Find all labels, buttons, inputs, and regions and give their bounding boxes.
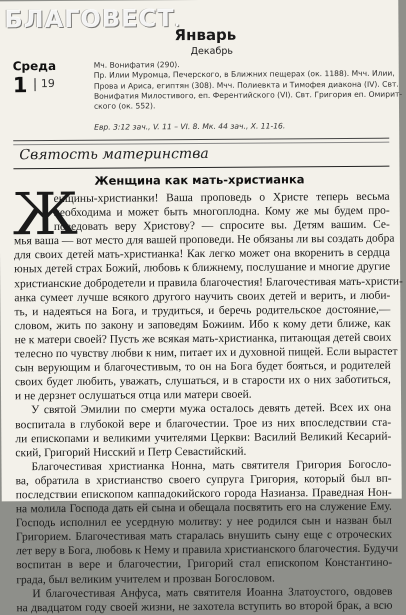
body-text-line: анка сумеет лучше всякого другого научить своих детей и верить, и люби- — [14, 289, 391, 304]
body-text-line: енщины-христианки! Ваша проповедь о Христе теперь весьма — [53, 190, 390, 206]
drop-cap-letter: Ж — [12, 179, 79, 249]
body-text-line: на двадцатом году своей жизни, не захотела вступить во второй брак, а всю — [16, 599, 393, 615]
body-text-line: воспитала в глубокой вере и благочестии. Трое из них впоследствии ста- — [15, 416, 392, 431]
section-heading: Святость материнства — [19, 145, 209, 164]
body-text-line: юных детей страх Божий, любовь к ближнему, послушание и многие другие — [14, 261, 391, 276]
weekday-label: Среда — [12, 59, 57, 74]
body-text-line: И благочестивая Анфуса, мать святителя Иоанна Златоустого, овдовев — [32, 585, 393, 600]
body-text-line: ть, и надеяться на Бога, и трудиться, и беречь родительское достояние,— — [14, 303, 391, 319]
body-text-line: ли епископами и великими учителями Церкви: Василий Великий Кесарий- — [15, 430, 392, 445]
body-text-line: лет веру в Бога, любовь к Нему и правила христианского благочестия. Будучи — [16, 542, 399, 558]
body-text-line: Благочестивая христианка Нонна, мать святителя Григория Богосло- — [31, 458, 392, 473]
article-title: Женщина как мать-христианка — [94, 172, 305, 188]
body-text-line: Григорием. Благочестивая мать старалась внушить сыну еще с отроческих — [15, 528, 393, 544]
body-text-line: ский, Григорий Нисский и Петр Севастийский. — [15, 445, 247, 459]
body-text-line: Господь исполнил ее усердную молитву: у нее родился сын и назван был — [15, 514, 392, 530]
saints-line: Прова и Ариса, египтян (308). Мчч. Полиевкта и Тимофея диакона (IV). Свт. — [93, 79, 399, 91]
body-text-line: своих будет любить, уважать, слушаться, и в старости их о них заботиться, — [14, 373, 391, 389]
body-text-line: града, был великим учителем и прозван Богословом. — [16, 572, 275, 586]
body-text-line: не к матери своей? Пусть же всякая мать-христианка, питающая детей своих — [14, 331, 392, 347]
body-text-line: для своих детей мать-христианка! Как легко может она вкоренить в сердца — [13, 247, 391, 262]
saints-line: Мч. Вонифатия (290). — [93, 60, 180, 70]
saints-commemoration — [93, 59, 403, 113]
body-text-line: и не дерзнет ослушаться отца или матери своей. — [14, 388, 252, 403]
article-body — [13, 190, 403, 615]
saints-line: Вонифатия Милостивого, еп. Ферентийского (VI). Свт. Григория еп. Омирит- — [93, 89, 403, 101]
body-text-line: сын верующим и благочестивым, то он на Бога будет бояться, и родителей — [14, 359, 391, 375]
old-style-day-number: 19 — [40, 77, 55, 91]
ornament-divider — [13, 138, 389, 146]
day-separator: | — [32, 77, 38, 93]
body-text-line: ва, обратила в христианство своего супруга Григория, который был вп- — [15, 472, 392, 488]
body-text-line: необходима и может быть многоплодна. Кому же мы будем про- — [53, 204, 390, 220]
body-text-line: христианские добродетели и правила благочестия! Благочестивая мать-христи- — [14, 275, 403, 290]
body-text-line: мья ваша — вот место для вашей проповеди. Не обязаны ли вы создать добра — [13, 232, 395, 248]
month-title: Январь — [174, 25, 237, 45]
body-text-line: воспитан в вере и благочестии, Григорий стал епископом Константино- — [16, 557, 393, 572]
body-text-line: телесно по чувству любви к ним, питает их и духовной пищей. Если вырастет — [14, 345, 398, 361]
body-text-line: на молила Господа дать ей сына и обещала посвятить его на служение Ему. — [15, 500, 392, 516]
saints-line: ского (ок. 552). — [93, 101, 156, 111]
watermark-logo: БЛАГОВЕСТ. — [4, 4, 180, 34]
old-style-month: Декабрь — [190, 45, 233, 58]
body-text-line: последствии епископом каппадокийского города Назианза. Праведная Нон- — [15, 486, 392, 502]
body-text-line: словом, жить по закону и заповедям Божиим. Ибо к кому дети ближе, как — [14, 317, 391, 333]
body-text-line: поведовать веру Христову? — спросите вы. Детям вашим. Се- — [53, 218, 390, 234]
day-number: 1 — [12, 73, 28, 98]
scripture-readings: Евр. 3:12 зач., V. 11 – VI. 8. Мк. 44 зач., X. 11-16. — [94, 121, 286, 132]
body-text-line: У святой Эмилии по смерти мужа осталось девять детей. Всех их она — [31, 402, 392, 417]
saints-line: Пр. Илии Муромца, Печерского, в Ближних пещерах (ок. 1188). Мчч. Илии, — [93, 68, 395, 81]
section-rule — [13, 166, 389, 170]
